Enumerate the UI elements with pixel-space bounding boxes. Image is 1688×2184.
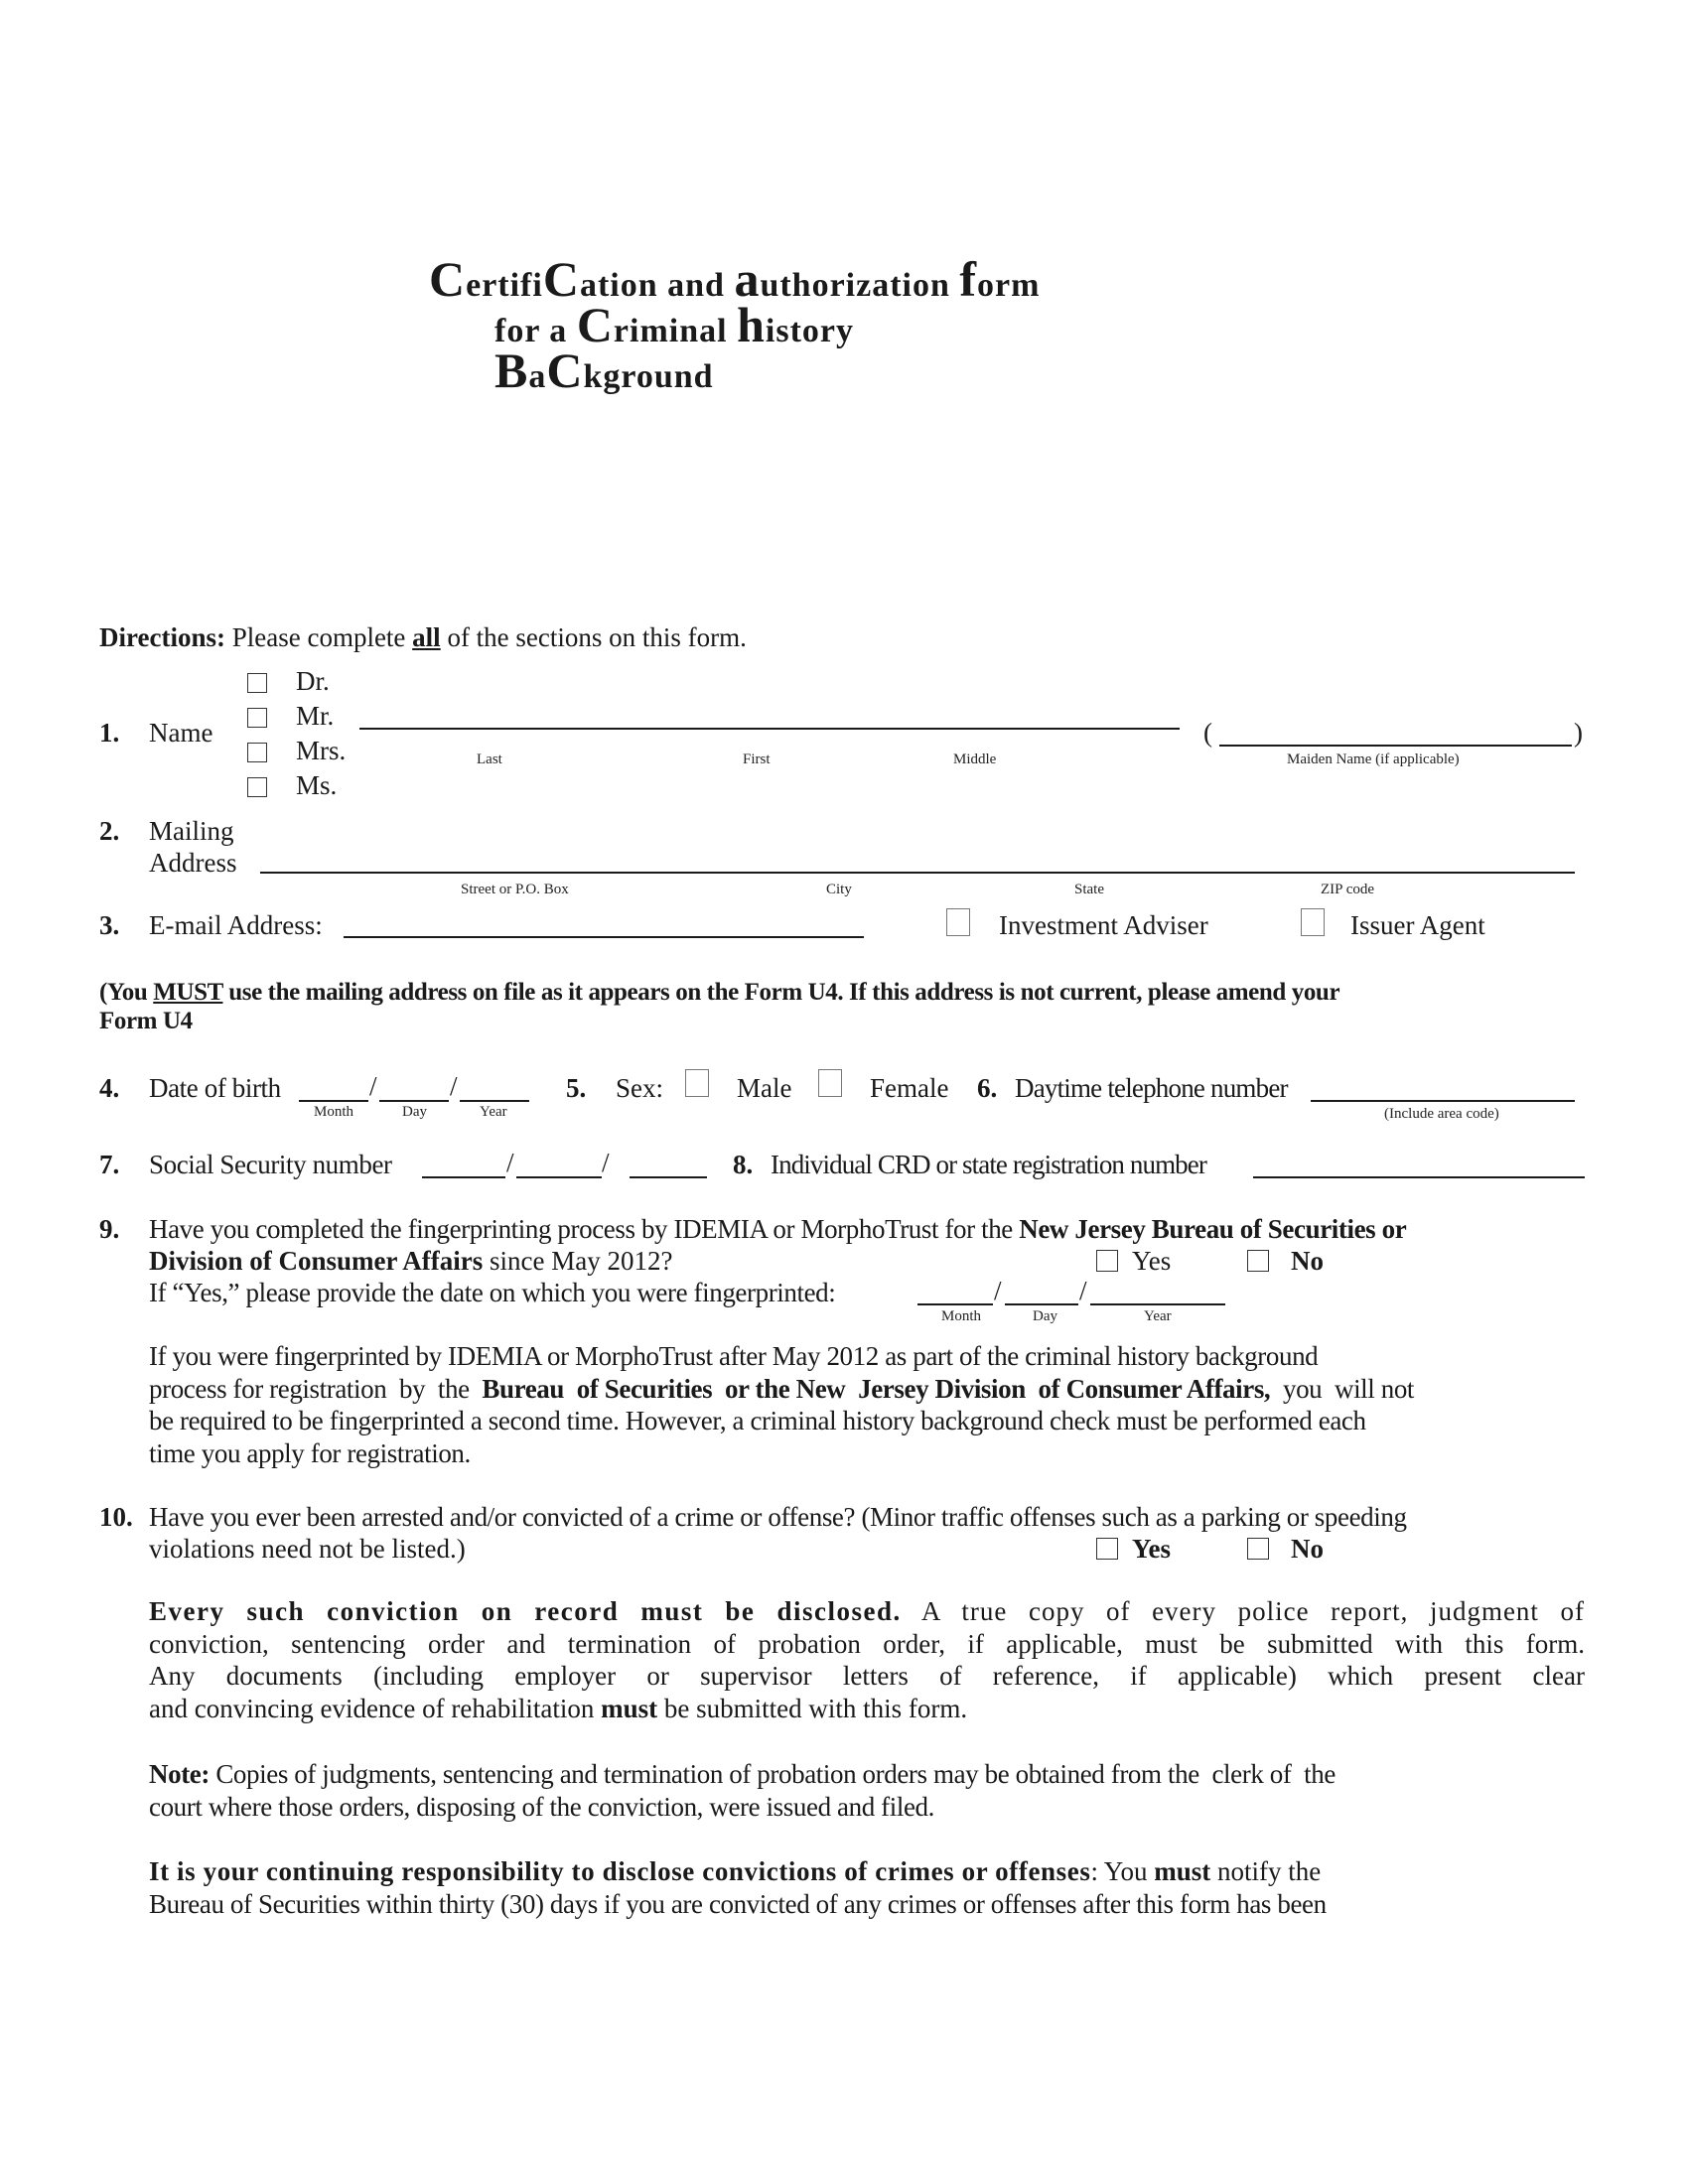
q10-question-line1: Have you ever been arrested and/or convicted of a crime or offense? (Minor traffic offenses such as a parking or speeding xyxy=(149,1502,1407,1532)
email-input[interactable] xyxy=(344,936,864,938)
ssn-part3-input[interactable] xyxy=(630,1176,707,1178)
q2-number: 2. xyxy=(99,816,120,846)
ssn-sep: / xyxy=(602,1148,610,1177)
maiden-close-paren: ) xyxy=(1574,718,1583,748)
fingerprint-day-label: Day xyxy=(1033,1308,1057,1324)
q9-number: 9. xyxy=(99,1214,120,1244)
dob-year-input[interactable] xyxy=(460,1100,529,1102)
q9-yes-label: Yes xyxy=(1132,1246,1172,1276)
title-text: istory xyxy=(765,313,854,349)
directions xyxy=(99,621,747,653)
sex-male-checkbox[interactable] xyxy=(685,1069,709,1097)
ssn-part2-input[interactable] xyxy=(516,1176,602,1178)
q9-info-paragraph xyxy=(149,1340,1575,1469)
q9-info-line: be required to be fingerprinted a second time. However, a criminal history background check must be performed each xyxy=(149,1406,1366,1435)
address-state-label: State xyxy=(1074,882,1104,897)
title-text: ation and xyxy=(579,267,735,304)
title-ms-label: Ms. xyxy=(296,770,338,800)
dob-sep: / xyxy=(450,1071,458,1101)
q1-number: 1. xyxy=(99,718,120,748)
investment-adviser-label: Investment Adviser xyxy=(999,910,1208,940)
disclosure-line xyxy=(149,1595,1585,1628)
q1-label: Name xyxy=(149,718,213,748)
dob-day-label: Day xyxy=(402,1104,427,1120)
note-paragraph xyxy=(149,1758,1585,1823)
fingerprint-month-label: Month xyxy=(941,1308,982,1324)
dob-sep: / xyxy=(369,1071,377,1101)
responsibility-text: : You xyxy=(1090,1856,1155,1886)
responsibility-line: Bureau of Securities within thirty (30) days if you are convicted of any crimes or offenses after this form has been xyxy=(149,1888,1327,1919)
q9-yes-checkbox[interactable] xyxy=(1096,1250,1118,1272)
note-line xyxy=(149,1758,1585,1791)
q10-yes-label: Yes xyxy=(1132,1534,1171,1564)
title-text: a xyxy=(528,358,547,395)
dob-month-label: Month xyxy=(314,1104,354,1120)
q9-text: Have you completed the fingerprinting process by IDEMIA or MorphoTrust for the xyxy=(149,1214,1020,1244)
title-dr-label: Dr. xyxy=(296,666,330,696)
maiden-open-paren: ( xyxy=(1203,718,1212,748)
title-char: f xyxy=(959,251,978,307)
responsibility-text: notify the xyxy=(1210,1856,1322,1886)
q3-label: E-mail Address: xyxy=(149,910,323,940)
q9-bold-text: New Jersey Bureau of Securities or xyxy=(1019,1214,1407,1244)
maiden-name-input[interactable] xyxy=(1219,745,1572,747)
fingerprint-date-sep: / xyxy=(994,1276,1002,1305)
full-name-input[interactable] xyxy=(359,728,1180,730)
title-mr-checkbox[interactable] xyxy=(247,708,267,728)
note-line: court where those orders, disposing of the conviction, were issued and filed. xyxy=(149,1791,934,1822)
title-char: h xyxy=(737,297,766,352)
q4-label: Date of birth xyxy=(149,1073,281,1103)
q8-label: Individual CRD or state registration number xyxy=(771,1150,1206,1179)
title-text: orm xyxy=(977,267,1041,304)
disclosure-line xyxy=(149,1693,1585,1725)
q9-info-bold: Bureau of Securities or the New Jersey Division of Consumer Affairs, xyxy=(482,1373,1271,1404)
note-label: Note: xyxy=(149,1759,210,1789)
phone-input[interactable] xyxy=(1311,1100,1575,1102)
name-last-label: Last xyxy=(477,751,502,767)
q9-date-prompt: If “Yes,” please provide the date on which you were fingerprinted: xyxy=(149,1278,836,1307)
name-first-label: First xyxy=(743,751,771,767)
q5-number: 5. xyxy=(566,1073,587,1103)
title-char: B xyxy=(494,342,529,398)
notice-text: Form U4 xyxy=(99,1008,193,1034)
crd-number-input[interactable] xyxy=(1253,1176,1585,1178)
disclosure-text: be submitted with this form. xyxy=(657,1693,968,1723)
disclosure-bold: must xyxy=(601,1693,658,1723)
q9-info-line: If you were fingerprinted by IDEMIA or MorphoTrust after May 2012 as part of the criminal history background xyxy=(149,1341,1319,1371)
q9-info-text: process for registration by the xyxy=(149,1373,483,1404)
sex-male-label: Male xyxy=(737,1073,792,1103)
title-text: for a xyxy=(494,313,577,349)
directions-text: of the sections on this form. xyxy=(440,622,747,652)
responsibility-line xyxy=(149,1855,1585,1888)
title-text: riminal xyxy=(613,313,738,349)
q10-no-checkbox[interactable] xyxy=(1247,1538,1269,1560)
responsibility-bold: must xyxy=(1154,1856,1211,1886)
sex-female-label: Female xyxy=(870,1073,949,1103)
disclosure-line: conviction, sentencing order and termination of probation order, if applicable, must be submitted with this form. xyxy=(149,1628,1585,1659)
title-dr-checkbox[interactable] xyxy=(247,673,267,693)
fingerprint-day-input[interactable] xyxy=(1005,1303,1078,1305)
q9-info-text: you will not xyxy=(1270,1373,1415,1404)
title-text: uthorization xyxy=(760,267,960,304)
q8-number: 8. xyxy=(733,1150,754,1179)
q4-number: 4. xyxy=(99,1073,120,1103)
directions-text: Please complete xyxy=(224,622,413,652)
q2-label-line2: Address xyxy=(149,848,237,878)
directions-label: Directions: xyxy=(99,622,225,652)
maiden-name-label: Maiden Name (if applicable) xyxy=(1287,751,1460,767)
q9-no-label: No xyxy=(1291,1246,1324,1276)
q5-label: Sex: xyxy=(616,1073,664,1103)
title-mrs-label: Mrs. xyxy=(296,736,347,765)
q9-question-line1 xyxy=(149,1213,1406,1245)
directions-emphasis: all xyxy=(412,622,441,652)
disclosure-bold: Every such conviction on record must be disclosed. xyxy=(149,1596,902,1626)
fingerprint-year-label: Year xyxy=(1144,1308,1172,1324)
q9-bold-text: Division of Consumer Affairs xyxy=(149,1246,484,1276)
mailing-address-notice xyxy=(99,978,1339,1035)
q9-question-line2 xyxy=(149,1245,672,1277)
issuer-agent-checkbox[interactable] xyxy=(1301,908,1325,936)
title-ms-checkbox[interactable] xyxy=(247,777,267,797)
disclosure-line: Any documents (including employer or supervisor letters of reference, if applicable) which present clear xyxy=(149,1661,1585,1691)
q7-label: Social Security number xyxy=(149,1150,392,1179)
address-street-label: Street or P.O. Box xyxy=(461,882,569,897)
mailing-address-input[interactable] xyxy=(260,872,1575,874)
ssn-part1-input[interactable] xyxy=(422,1176,505,1178)
title-char: C xyxy=(542,251,580,307)
title-char: C xyxy=(429,251,467,307)
disclosure-text: and convincing evidence of rehabilitation xyxy=(149,1693,602,1723)
title-char: C xyxy=(576,297,614,352)
form-title-line-3 xyxy=(494,342,714,400)
fingerprint-year-input[interactable] xyxy=(1090,1303,1225,1305)
title-mrs-checkbox[interactable] xyxy=(247,743,267,762)
responsibility-bold: It is your continuing responsibility to disclose convictions of crimes or offenses xyxy=(149,1856,1091,1886)
q9-info-line: time you apply for registration. xyxy=(149,1437,471,1468)
dob-month-input[interactable] xyxy=(299,1100,368,1102)
q9-info-line xyxy=(149,1373,1575,1406)
title-text: kground xyxy=(583,358,714,395)
disclosure-text: A true copy of every police report, judgment of xyxy=(901,1596,1585,1626)
sex-female-checkbox[interactable] xyxy=(818,1069,842,1097)
title-mr-label: Mr. xyxy=(296,701,335,731)
notice-text: (You xyxy=(99,979,154,1006)
dob-year-label: Year xyxy=(480,1104,507,1120)
q6-label: Daytime telephone number xyxy=(1015,1073,1288,1103)
q9-no-checkbox[interactable] xyxy=(1247,1250,1269,1272)
q6-number: 6. xyxy=(977,1073,998,1103)
disclosure-paragraph xyxy=(149,1595,1585,1724)
responsibility-paragraph xyxy=(149,1855,1585,1920)
notice-emphasis: MUST xyxy=(153,979,223,1006)
phone-hint: (Include area code) xyxy=(1384,1106,1499,1122)
investment-adviser-checkbox[interactable] xyxy=(946,908,970,936)
dob-day-input[interactable] xyxy=(379,1100,449,1102)
title-text: ertifi xyxy=(466,267,543,304)
q3-number: 3. xyxy=(99,910,120,940)
address-city-label: City xyxy=(826,882,852,897)
ssn-sep: / xyxy=(506,1148,514,1177)
fingerprint-date-sep: / xyxy=(1079,1276,1087,1305)
issuer-agent-label: Issuer Agent xyxy=(1350,910,1485,940)
q10-number: 10. xyxy=(99,1502,133,1532)
address-zip-label: ZIP code xyxy=(1321,882,1375,897)
q2-label-line1: Mailing xyxy=(149,816,234,846)
note-text: Copies of judgments, sentencing and termination of probation orders may be obtained from the clerk of the xyxy=(209,1759,1336,1789)
title-char: a xyxy=(734,251,761,307)
q10-yes-checkbox[interactable] xyxy=(1096,1538,1118,1560)
q10-no-label: No xyxy=(1291,1534,1324,1564)
q9-text: since May 2012? xyxy=(483,1246,673,1276)
fingerprint-month-input[interactable] xyxy=(917,1303,993,1305)
q10-question-line2: violations need not be listed.) xyxy=(149,1534,466,1564)
q7-number: 7. xyxy=(99,1150,120,1179)
notice-text: use the mailing address on file as it appears on the Form U4. If this address is not current, please amend your xyxy=(222,979,1340,1006)
name-middle-label: Middle xyxy=(953,751,997,767)
title-char: C xyxy=(546,342,584,398)
